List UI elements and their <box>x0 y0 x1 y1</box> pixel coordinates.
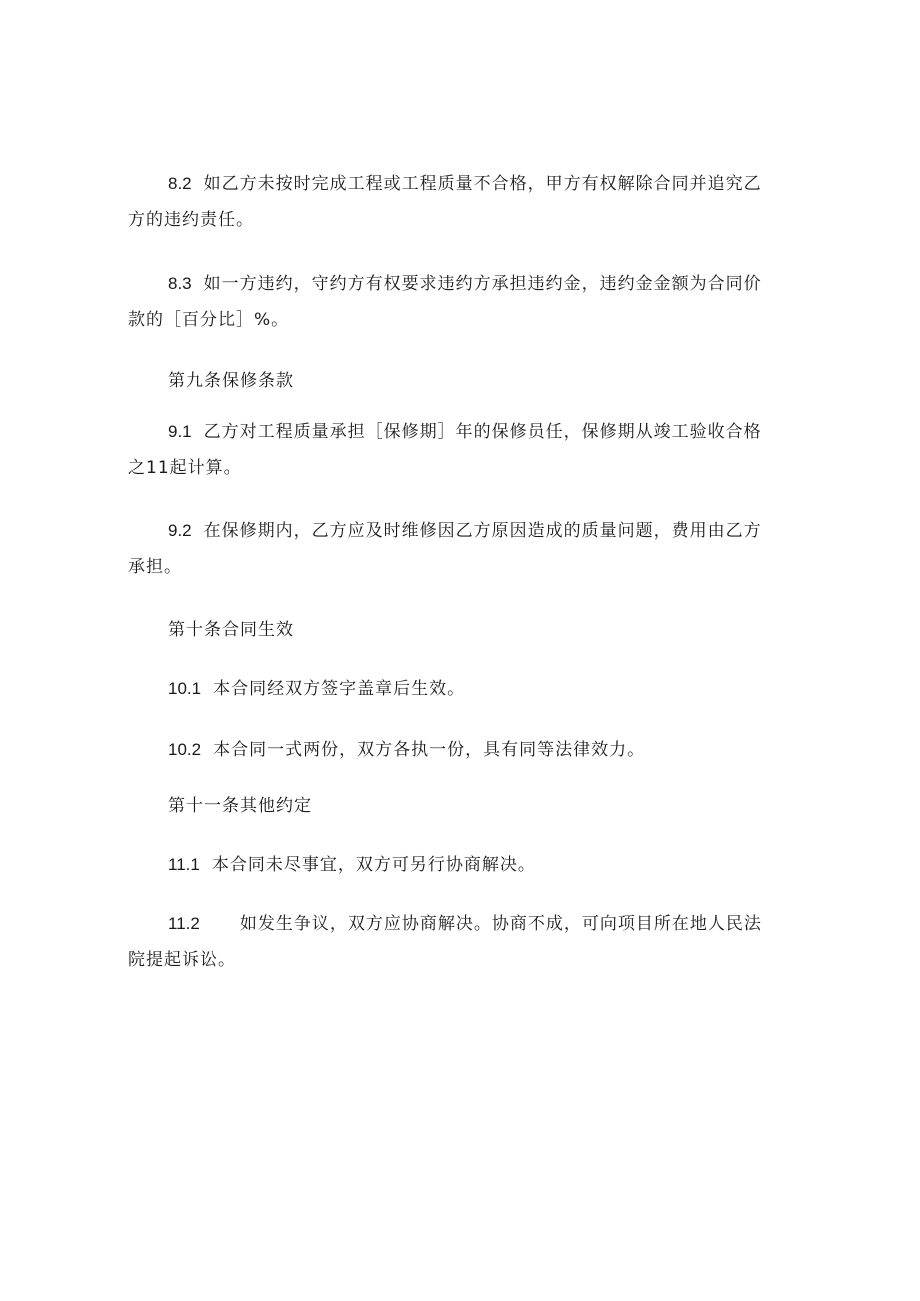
clause-number: 9.1 <box>168 422 192 441</box>
clause-number: 9.2 <box>168 521 192 540</box>
clause-number: 8.2 <box>168 174 192 193</box>
clause-text: 本合同一式两份，双方各执一份，具有同等法律效力。 <box>213 740 646 760</box>
clause-number: 11.2 <box>168 914 200 933</box>
clause-9-2 <box>128 513 788 585</box>
clause-9-1 <box>128 414 788 486</box>
clause-10-2 <box>128 732 788 768</box>
clause-text: 乙方对工程质量承担［保修期］年的保修员任，保修期从竣工验收合格 <box>203 422 762 442</box>
clause-text-continued: 院提起诉讼。 <box>128 950 236 970</box>
clause-text-continued: 款的［百分比］%。 <box>128 310 290 330</box>
section-heading-10 <box>128 612 788 648</box>
clause-text: 在保修期内，乙方应及时维修因乙方原因造成的质量问题，费用由乙方 <box>203 521 762 541</box>
clause-8-3 <box>128 266 788 338</box>
clause-10-1 <box>128 671 788 707</box>
section-heading: 第十一条其他约定 <box>168 796 312 816</box>
clause-text-continued: 方的违约责任。 <box>128 210 254 230</box>
clause-number: 10.1 <box>168 679 202 698</box>
section-heading: 第九条保修条款 <box>168 371 294 391</box>
clause-text: 本合同经双方签字盖章后生效。 <box>213 679 466 699</box>
clause-11-1 <box>128 847 788 883</box>
clause-text-continued: 承担。 <box>128 557 182 577</box>
clause-text: 如发生争议，双方应协商解决。协商不成，可向项目所在地人民法 <box>239 914 762 934</box>
clause-8-2 <box>128 166 788 238</box>
clause-11-2 <box>128 906 788 978</box>
section-heading-9 <box>128 363 788 399</box>
clause-number: 8.3 <box>168 274 192 293</box>
clause-text: 本合同未尽事宜，双方可另行协商解决。 <box>211 855 536 875</box>
clause-text: 如一方违约，守约方有权要求违约方承担违约金，违约金金额为合同价 <box>203 274 762 294</box>
clause-text: 如乙方未按时完成工程或工程质量不合格，甲方有权解除合同并追究乙 <box>203 174 762 194</box>
clause-number: 10.2 <box>168 740 202 759</box>
section-heading: 第十条合同生效 <box>168 620 294 640</box>
clause-text-continued: 之11起计算。 <box>128 458 242 478</box>
clause-number: 11.1 <box>168 855 200 874</box>
section-heading-11 <box>128 788 788 824</box>
